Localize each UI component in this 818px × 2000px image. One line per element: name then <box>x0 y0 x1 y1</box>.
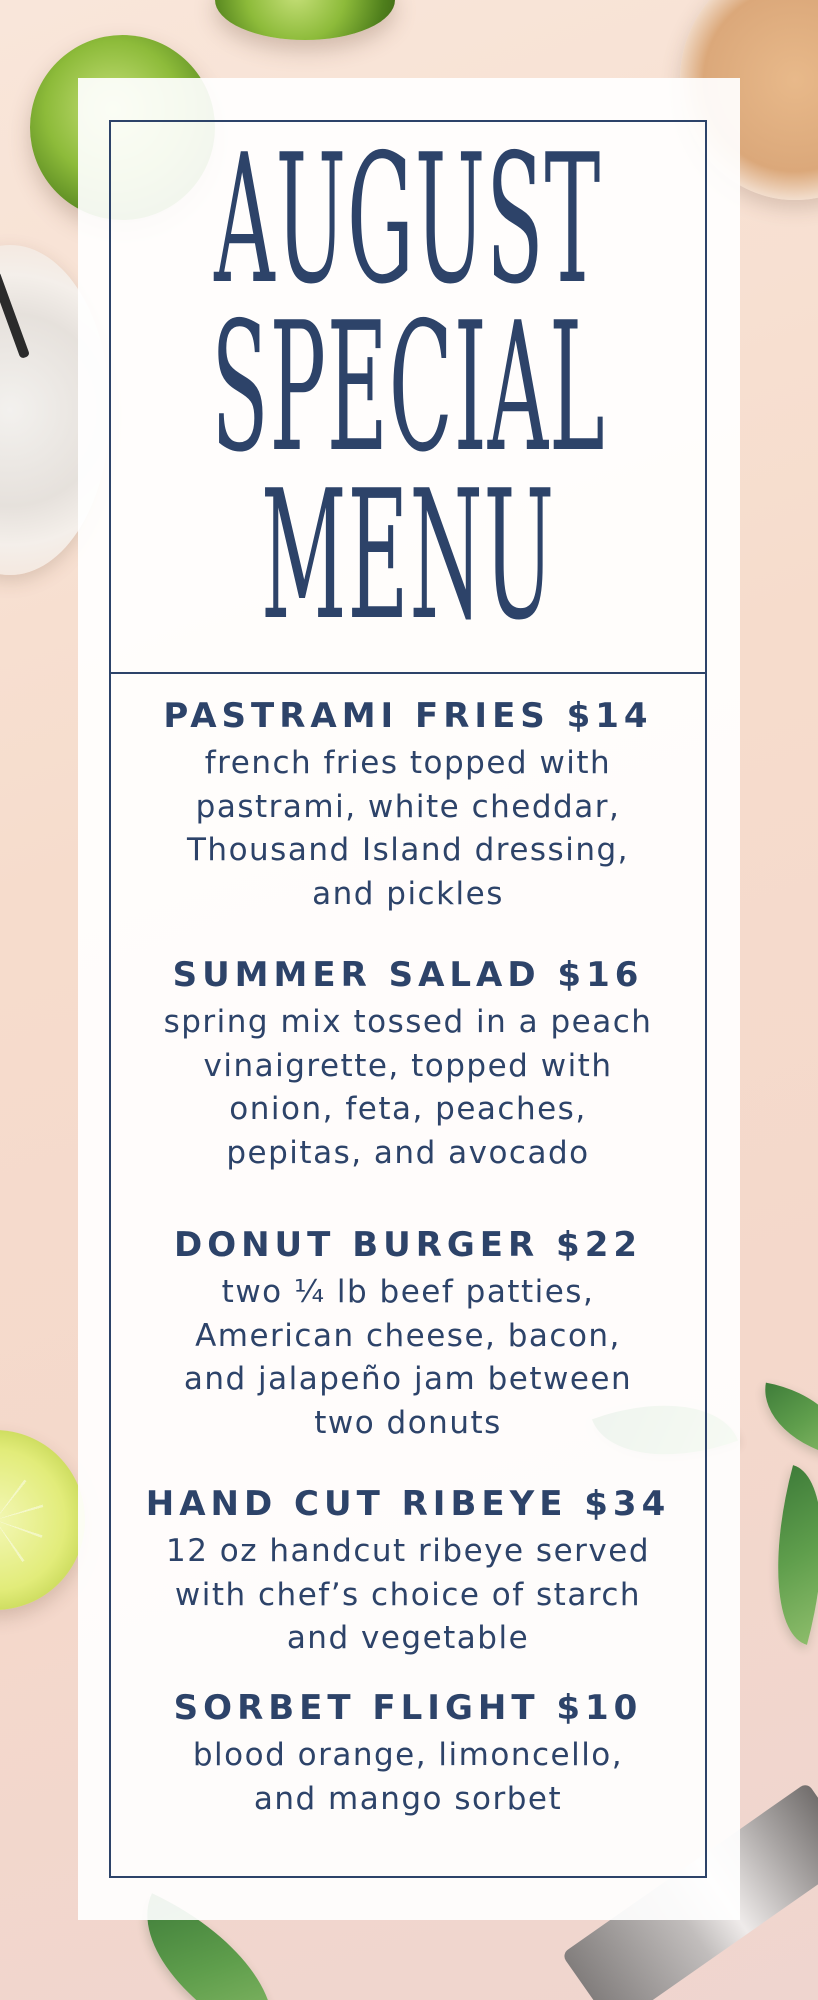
menu-item <box>111 1223 705 1445</box>
menu-item-name: HAND CUT RIBEYE $34 <box>145 1484 671 1524</box>
mint-leaf-decoration <box>755 1383 818 1458</box>
menu-item-name: PASTRAMI FRIES $14 <box>163 696 653 736</box>
menu-title <box>111 116 705 674</box>
menu-item-description: blood orange, limoncello, and mango sorbet <box>192 1737 624 1817</box>
menu-item-name: SUMMER SALAD $16 <box>172 955 644 995</box>
lime-slice-decoration <box>0 1430 85 1610</box>
menu-item-description: french fries topped with pastrami, white cheddar, Thousand Island dressing, and pickles <box>186 745 629 912</box>
menu-item <box>111 953 705 1175</box>
menu-frame <box>109 116 707 1878</box>
mint-leaf-decoration <box>749 1465 818 1645</box>
title-line: AUGUST <box>214 116 602 323</box>
lime-decoration <box>215 0 395 40</box>
menu-item-name: SORBET FLIGHT $10 <box>173 1688 643 1728</box>
menu-item-name: DONUT BURGER $22 <box>173 1225 643 1265</box>
menu-item <box>111 694 705 916</box>
title-line: SPECIAL <box>210 284 606 491</box>
menu-item-description: spring mix tossed in a peach vinaigrette, topped with onion, feta, peaches, pepitas, and avocado <box>163 1004 653 1171</box>
title-line: MENU <box>260 452 556 659</box>
menu-item <box>111 1482 705 1661</box>
menu-card <box>78 78 740 1920</box>
menu-item <box>111 1686 705 1821</box>
menu-item-description: two ¼ lb beef patties, American cheese, bacon, and jalapeño jam between two donuts <box>183 1274 633 1441</box>
menu-item-description: 12 oz handcut ribeye served with chef’s choice of starch and vegetable <box>165 1533 650 1656</box>
